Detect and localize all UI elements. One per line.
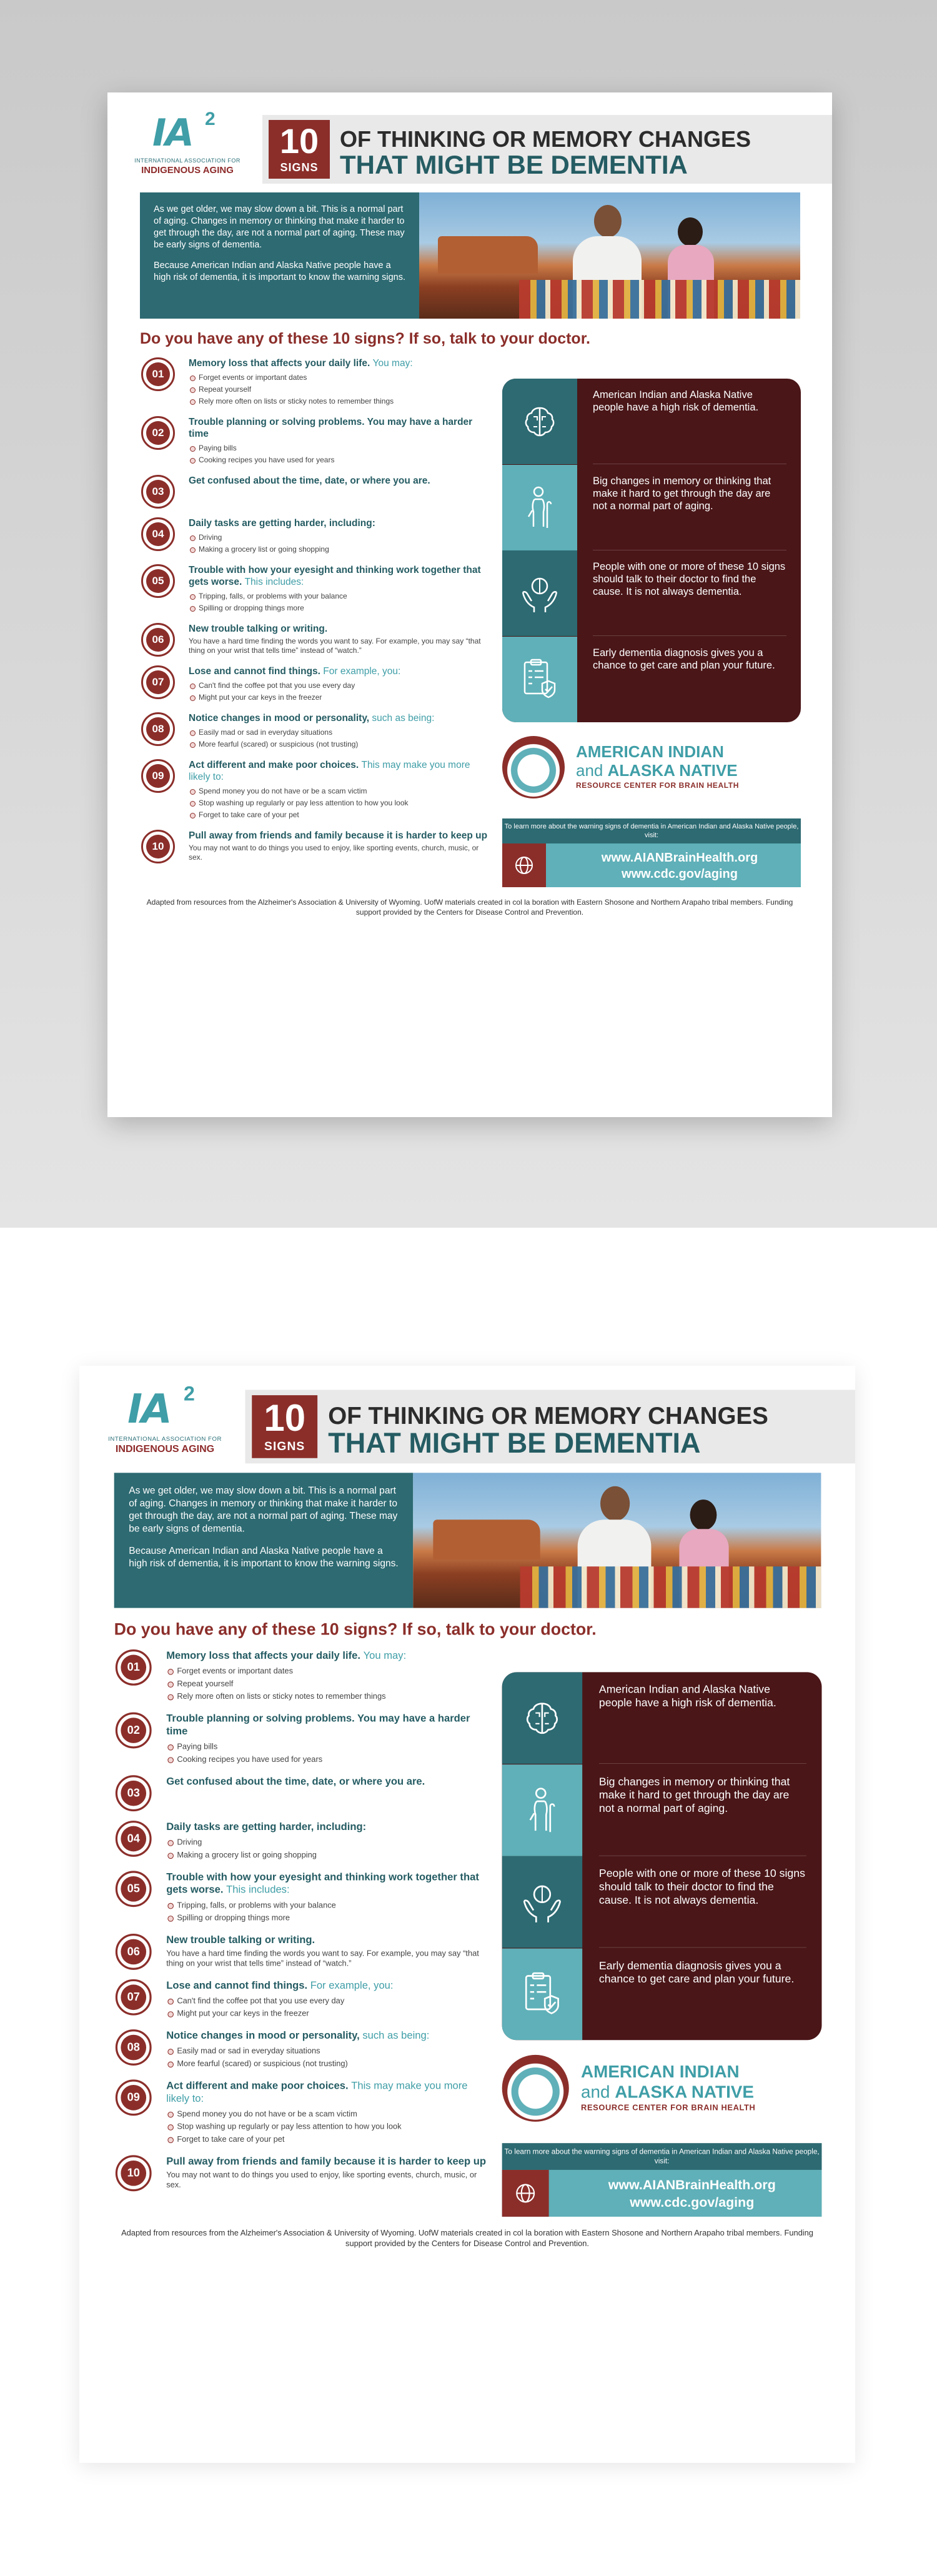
tree-head-icon [502,736,565,798]
sign-item [140,564,490,614]
signs-list [114,1649,489,2201]
fact-item [502,1948,822,2040]
iaia-logo [125,111,250,180]
mockup-bottom [0,1228,937,2576]
brand-line2-main: ALASKA NATIVE [615,2081,754,2102]
sign-item [114,1934,489,1970]
sign-title-main: Act different and make poor choices. [189,760,359,770]
sign-title [189,623,490,635]
sign-item [114,2079,489,2146]
sign-bullet: Cooking recipes you have used for years [189,454,490,466]
learn-more-text: To learn more about the warning signs of dementia in American Indian and Alaska Native people, visit: [502,2143,822,2170]
hands-brain-icon [502,1856,582,1948]
sign-title [166,2155,488,2167]
logo-mark: IA [127,1386,171,1433]
logo-line1: INTERNATIONAL ASSOCIATION FOR [108,1435,222,1443]
sign-title [166,1979,488,1992]
family-photo [419,192,800,319]
clipboard-shield-icon [502,1948,582,2040]
ten-number: 10 [264,1396,306,1439]
poster-wrap [107,92,832,1117]
sign-number: 01 [121,1655,146,1681]
sign-number: 05 [121,1876,146,1902]
sign-item [114,1713,489,1766]
sign-title [189,517,490,529]
sign-number-badge [141,759,175,793]
links-box [502,843,801,887]
intro-box [114,1473,414,1608]
sign-title-main: Get confused about the time, date, or where you are. [166,1776,425,1788]
sign-title [166,1775,488,1788]
sign-number: 06 [146,628,170,652]
sign-number-badge [116,1821,152,1857]
fact-item [502,550,801,636]
fact-item [502,465,801,550]
brand-line2 [581,2082,754,2102]
brand-line3: RESOURCE CENTER FOR BRAIN HEALTH [576,781,739,790]
poster-wrap [79,1366,855,2463]
sign-title [166,1713,488,1738]
sign-title-main: Lose and cannot find things. [189,666,320,677]
photo-mesa [438,236,538,274]
link-cdc-aging[interactable]: www.cdc.gov/aging [622,867,738,881]
sign-number-badge [141,712,175,746]
sign-number: 10 [146,835,170,858]
resource-center-logo [502,736,801,805]
logo-superscript: 2 [184,1383,195,1406]
sign-title-main: Get confused about the time, date, or where you are. [189,475,430,486]
elder-with-cane-icon [502,465,577,550]
link-aian-brain-health[interactable]: www.AIANBrainHealth.org [608,2177,776,2193]
ten-signs-badge [269,120,330,179]
fact-text: Big changes in memory or thinking that make it hard to get through the day are not a normal part of aging. [598,1775,790,1814]
sign-bullets [189,590,490,614]
brain-icon [502,1672,582,1764]
sign-bullet: Easily mad or sad in everyday situations [166,2045,488,2057]
sign-title-main: Memory loss that affects your daily life. [166,1650,360,1662]
fact-item [502,1856,822,1948]
sign-title-extra: such as being: [372,713,435,724]
sign-number: 04 [121,1826,146,1852]
sign-bullet: Forget to take care of your pet [189,809,490,821]
sign-item [114,1871,489,1924]
fact-text: American Indian and Alaska Native people have a high risk of dementia. [598,1683,776,1709]
sign-title [166,1821,488,1833]
sign-bullet: Easily mad or sad in everyday situations [189,727,490,738]
ten-number: 10 [279,121,319,161]
sign-bullet: Spilling or dropping things more [189,602,490,614]
sign-bullet: Spend money you do not have or be a scam victim [189,785,490,797]
signs-label: SIGNS [264,1439,305,1453]
sign-title [189,416,490,440]
sign-number-badge [116,1713,152,1749]
title-line1: OF THINKING OR MEMORY CHANGES [340,126,751,152]
sign-title-main: Trouble with how your eyesight and thinking work together that gets worse. [166,1871,479,1896]
sign-bullet: Making a grocery list or going shopping [189,544,490,555]
sign-number: 06 [121,1939,146,1965]
sign-bullets [189,785,490,821]
sign-title-main: Trouble with how your eyesight and thinking work together that gets worse. [189,565,481,587]
sign-number: 09 [121,2085,146,2111]
sign-item [140,416,490,466]
sign-title-main: Trouble planning or solving problems. You may have a harder time [166,1713,470,1738]
intro-paragraph-2: Because American Indian and Alaska Native people have a high risk of dementia, it is important to know the warning signs. [129,1546,399,1569]
sign-title-main: Trouble planning or solving problems. You may have a harder time [189,417,473,439]
sign-bullets [189,372,490,407]
footer-credits: Adapted from resources from the Alzheimer's Association & University of Wyoming. UofW materials created in col la boration with Eastern Shosone and Northern Arapaho tribal members. Funding support provided by the Centers for Disease Control and Prevention. [121,2228,813,2249]
sign-number-badge [141,564,175,598]
poster [107,92,832,1117]
brand-line3: RESOURCE CENTER FOR BRAIN HEALTH [581,2102,756,2112]
sign-title-extra: such as being: [362,2030,430,2042]
logo-mark: IA [152,111,193,155]
sign-number: 04 [146,522,170,546]
logo-line2: INDIGENOUS AGING [141,165,234,176]
poster-header [79,1366,855,1466]
brand-line2-pre: and [576,761,603,780]
sign-bullet: Can't find the coffee pot that you use every day [166,1994,488,2007]
sign-number-badge [141,665,175,699]
logo-superscript: 2 [205,109,216,129]
signs-list [140,357,490,872]
sign-item [140,665,490,704]
sign-title-main: Memory loss that affects your daily life. [189,358,370,369]
photo-blanket [520,1566,821,1608]
sign-title-extra: You may: [372,358,413,369]
iaia-logo [98,1383,232,1460]
globe-icon [502,2170,549,2217]
fact-text: Early dementia diagnosis gives you a chance to get care and plan your future. [593,647,775,671]
sign-number-badge [116,1775,152,1811]
facts-panel [502,1672,822,2040]
fact-item [502,1764,822,1856]
sign-bullet: Driving [166,1836,488,1849]
sign-bullet: Paying bills [166,1741,488,1753]
footer-credits: Adapted from resources from the Alzheimer's Association & University of Wyoming. UofW materials created in col la boration with Eastern Shosone and Northern Arapaho tribal members. Funding support provided by the Centers for Disease Control and Prevention. [146,898,793,917]
mockup-top [0,0,937,1228]
sign-bullets [166,1994,488,2020]
sign-title-extra: For example, you: [310,1979,394,1992]
sign-number-badge [116,1934,152,1970]
title-line2: THAT MIGHT BE DEMENTIA [328,1427,701,1459]
sign-title-main: Daily tasks are getting harder, including: [166,1821,367,1833]
sign-title-extra: For example, you: [323,666,401,677]
sign-bullet: Repeat yourself [189,384,490,395]
brain-icon [502,379,577,464]
sign-bullet: Paying bills [189,442,490,454]
sign-bullet: More fearful (scared) or suspicious (not trusting) [189,738,490,750]
sign-bullet: Spilling or dropping things more [166,1912,488,1924]
sign-detail: You may not want to do things you used to enjoy, like sporting events, church, music, or sex. [189,843,479,862]
sign-title-main: Notice changes in mood or personality, [189,713,370,724]
sign-bullet: Forget events or important dates [189,372,490,384]
sign-bullet: More fearful (scared) or suspicious (not trusting) [166,2057,488,2070]
signs-heading: Do you have any of these 10 signs? If so, talk to your doctor. [114,1619,597,1639]
signs-heading: Do you have any of these 10 signs? If so, talk to your doctor. [140,330,590,347]
sign-title [189,830,490,842]
hands-brain-icon [502,550,577,636]
sign-detail: You may not want to do things you used to enjoy, like sporting events, church, music, or sex. [166,2169,477,2190]
sign-bullet: Making a grocery list or going shopping [166,1849,488,1861]
brand-line2-main: ALASKA NATIVE [607,761,738,780]
sign-bullet: Might put your car keys in the freezer [189,692,490,704]
title-line1: OF THINKING OR MEMORY CHANGES [328,1401,768,1430]
sign-item [140,712,490,750]
sign-title-extra: You may: [363,1650,407,1662]
sign-bullets [166,1836,488,1862]
sign-bullets [189,727,490,750]
sign-bullets [166,2107,488,2146]
sign-title [189,564,490,588]
sign-title [189,357,490,369]
sign-number: 01 [146,362,170,386]
poster-header [107,92,832,186]
sign-title-main: Notice changes in mood or personality, [166,2030,360,2042]
fact-item [502,637,801,722]
sign-title-main: Pull away from friends and family because it is harder to keep up [189,830,488,841]
sign-item [114,1821,489,1861]
facts-panel [502,379,801,722]
intro-paragraph-2: Because American Indian and Alaska Native people have a high risk of dementia, it is important to know the warning signs. [154,261,405,282]
sign-title [166,2029,488,2042]
brand-line2 [576,761,738,780]
fact-text: People with one or more of these 10 signs should talk to their doctor to find the cause. It is not always dementia. [593,561,786,597]
resource-center-logo [502,2055,822,2129]
sign-number-badge [116,1979,152,2016]
link-cdc-aging[interactable]: www.cdc.gov/aging [630,2195,755,2210]
family-photo [413,1473,821,1608]
sign-item [140,475,490,509]
learn-more-text: To learn more about the warning signs of dementia in American Indian and Alaska Native people, visit: [502,818,801,843]
sign-item [140,830,490,863]
fact-item [502,1672,822,1764]
sign-number: 05 [146,569,170,593]
elder-with-cane-icon [502,1764,582,1856]
sign-detail: You have a hard time finding the words you want to say. For example, you may say “that thing on your wrist that tells time” instead of “watch.” [189,637,481,655]
sign-title-extra: This includes: [226,1884,290,1896]
sign-bullet: Forget events or important dates [166,1665,488,1678]
sign-bullet: Cooking recipes you have used for years [166,1753,488,1766]
sign-item [114,1775,489,1811]
sign-number: 08 [146,717,170,741]
sign-title-main: Daily tasks are getting harder, including: [189,518,375,529]
sign-number: 07 [146,670,170,694]
sign-item [114,2029,489,2070]
poster [79,1366,855,2463]
sign-item [140,759,490,821]
sign-number: 02 [121,1718,146,1743]
sign-detail: You have a hard time finding the words you want to say. For example, you may say “that thing on your wrist that tells time” instead of “watch.” [166,1948,479,1968]
sign-title [189,712,490,724]
sign-bullet: Can't find the coffee pot that you use every day [189,680,490,692]
sign-item [140,623,490,657]
sign-title-main: Pull away from friends and family because it is harder to keep up [166,2156,487,2167]
sign-number: 10 [121,2161,146,2186]
sign-title-extra: This includes: [244,577,304,587]
brand-line1: AMERICAN INDIAN [576,742,724,761]
sign-number: 02 [146,421,170,445]
signs-label: SIGNS [280,161,319,174]
brand-line1: AMERICAN INDIAN [581,2061,740,2082]
sign-bullets [189,442,490,466]
sign-title [166,1934,488,1946]
sign-item [114,1649,489,1703]
intro-paragraph-1: As we get older, we may slow down a bit. This is a normal part of aging. Changes in memory or thinking that make it harder to get through the day, are not a normal part of aging. These may be early signs of dementia. [154,204,405,250]
sign-bullet: Spend money you do not have or be a scam victim [166,2107,488,2120]
sign-bullet: Stop washing up regularly or pay less attention to how you look [189,797,490,809]
sign-bullet: Rely more often on lists or sticky notes to remember things [189,395,490,407]
sign-number-badge [141,623,175,657]
sign-number-badge [116,2079,152,2116]
sign-title [166,2079,488,2105]
sign-bullet: Forget to take care of your pet [166,2133,488,2146]
sign-item [114,2155,489,2191]
sign-title [189,665,490,677]
fact-text: People with one or more of these 10 signs should talk to their doctor to find the cause. It is not always dementia. [598,1867,805,1907]
sign-number-badge [141,830,175,863]
sign-title [189,759,490,783]
photo-mesa [433,1519,540,1559]
sign-item [140,517,490,555]
sign-title-extra: This may make you more likely to: [166,2080,468,2105]
fact-item [502,379,801,464]
sign-title-extra: This may make you more likely to: [189,760,470,782]
sign-number-badge [141,517,175,551]
intro-paragraph-1: As we get older, we may slow down a bit. This is a normal part of aging. Changes in memory or thinking that make it harder to get through the day, are not a normal part of aging. These may be early signs of dementia. [129,1485,398,1534]
sign-number-badge [116,1649,152,1686]
sign-bullet: Might put your car keys in the freezer [166,2007,488,2020]
sign-bullet: Stop washing up regularly or pay less attention to how you look [166,2121,488,2133]
sign-title-main: New trouble talking or writing. [189,624,328,634]
sign-bullet: Repeat yourself [166,1678,488,1690]
sign-title-main: Lose and cannot find things. [166,1979,308,1992]
sign-bullet: Tripping, falls, or problems with your balance [189,590,490,602]
sign-title [189,475,490,487]
sign-number: 09 [146,764,170,788]
sign-bullets [166,1665,488,1703]
links-box [502,2170,822,2217]
sign-bullets [166,1899,488,1924]
ten-signs-badge [252,1395,317,1458]
sign-number: 07 [121,1984,146,2010]
brand-line2-pre: and [581,2081,610,2102]
link-aian-brain-health[interactable]: www.AIANBrainHealth.org [601,851,758,865]
sign-title [166,1649,488,1662]
sign-number-badge [141,416,175,450]
tree-head-icon [502,2055,569,2122]
sign-number-badge [141,475,175,509]
title-line2: THAT MIGHT BE DEMENTIA [340,150,688,179]
sign-bullet: Driving [189,532,490,544]
sign-bullets [166,1741,488,1766]
sign-title-main: Act different and make poor choices. [166,2080,349,2092]
sign-bullet: Rely more often on lists or sticky notes to remember things [166,1690,488,1703]
sign-bullets [189,532,490,555]
photo-blanket [519,280,800,319]
sign-number: 08 [121,2035,146,2061]
fact-text: Early dementia diagnosis gives you a chance to get care and plan your future. [598,1959,795,1985]
sign-number-badge [116,2155,152,2191]
sign-number-badge [116,1871,152,1907]
sign-number-badge [116,2029,152,2066]
sign-bullets [166,2045,488,2071]
sign-bullet: Tripping, falls, or problems with your balance [166,1899,488,1911]
sign-number: 03 [121,1781,146,1806]
globe-icon [502,843,546,887]
sign-item [140,357,490,407]
sign-number-badge [141,357,175,391]
intro-box [140,192,419,319]
logo-line1: INTERNATIONAL ASSOCIATION FOR [134,157,240,164]
logo-line2: INDIGENOUS AGING [115,1443,215,1455]
sign-number: 03 [146,480,170,504]
clipboard-shield-icon [502,637,577,722]
fact-text: American Indian and Alaska Native people have a high risk of dementia. [593,389,759,413]
sign-item [114,1979,489,2020]
sign-title-main: New trouble talking or writing. [166,1934,315,1946]
fact-text: Big changes in memory or thinking that make it hard to get through the day are not a normal part of aging. [593,475,771,512]
sign-bullets [189,680,490,704]
sign-title [166,1871,488,1896]
